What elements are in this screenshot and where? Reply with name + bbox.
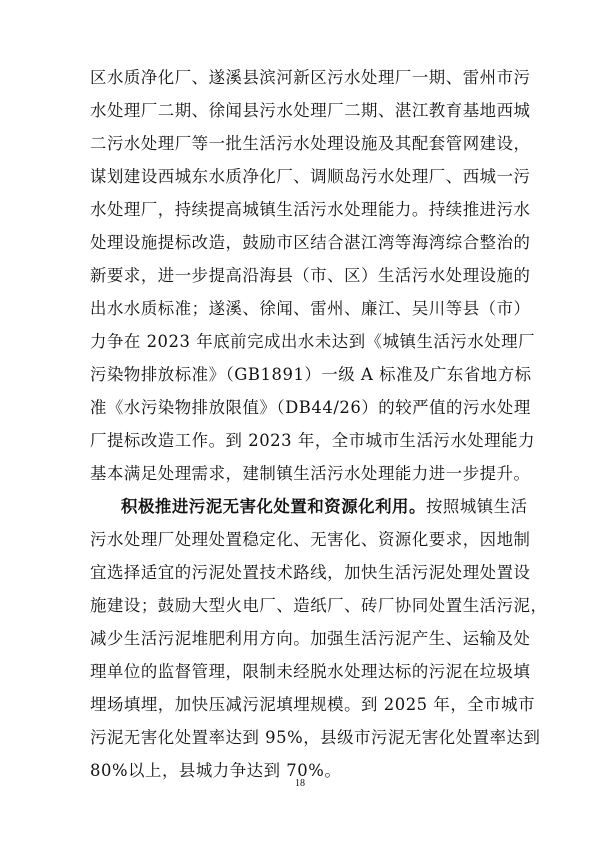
paragraph-line: 80%以上，县城力争达到 70%。 (90, 761, 342, 780)
paragraph-line: 厂提标改造工作。到 2023 年，全市城市生活污水处理能力 (90, 431, 536, 450)
paragraph-line: 减少生活污泥堆肥利用方向。加强生活污泥产生、运输及处 (90, 629, 531, 648)
paragraph-line: 宜选择适宜的污泥处置技术路线，加快生活污泥处理处置设 (90, 563, 531, 582)
paragraph-line: 埋场填埋，加快压减污泥填埋规模。到 2025 年，全市城市 (90, 695, 536, 714)
paragraph-line: 污水处理厂处理处置稳定化、无害化、资源化要求，因地制 (90, 530, 531, 549)
paragraph-line: 水处理厂，持续提高城镇生活污水处理能力。持续推进污水 (90, 200, 531, 219)
paragraph-line: 污泥无害化处置率达到 95%，县级市污泥无害化处置率达到 (90, 728, 541, 747)
paragraph-line: 理单位的监督管理，限制未经脱水处理达标的污泥在垃圾填 (90, 662, 531, 681)
paragraph-line: 污染物排放标准》（GB1891）一级 A 标准及广东省地方标 (90, 365, 532, 384)
paragraph-line: 出水水质标准；遂溪、徐闻、雷州、廉江、吴川等县（市） (90, 299, 531, 318)
paragraph-line: 区水质净化厂、遂溪县滨河新区污水处理厂一期、雷州市污 (90, 68, 531, 87)
paragraph-line: 施建设；鼓励大型火电厂、造纸厂、砖厂协同处置生活污泥， (90, 596, 548, 615)
paragraph-line: 新要求，进一步提高沿海县（市、区）生活污水处理设施的 (90, 266, 531, 285)
paragraph-line: 处理设施提标改造，鼓励市区结合湛江湾等海湾综合整治的 (90, 233, 531, 252)
paragraph-lead-heading: 积极推进污泥无害化处置和资源化利用。 (121, 497, 426, 516)
paragraph-line: 准《水污染物排放限值》（DB44/26）的较严值的污水处理 (90, 398, 531, 417)
page-number: 18 (295, 778, 305, 789)
paragraph-line: 基本满足处理需求，建制镇生活污水处理能力进一步提升。 (90, 464, 531, 483)
paragraph-first-line (121, 492, 528, 522)
paragraph-line: 谋划建设西城东水质净化厂、调顺岛污水处理厂、西城一污 (90, 167, 531, 186)
paragraph-text: 按照城镇生活 (425, 497, 528, 516)
paragraph-line: 二污水处理厂等一批生活污水处理设施及其配套管网建设， (90, 134, 531, 153)
paragraph-line: 水处理厂二期、徐闻县污水处理厂二期、湛江教育基地西城 (90, 101, 531, 120)
paragraph-line: 力争在 2023 年底前完成出水未达到《城镇生活污水处理厂 (90, 332, 536, 351)
